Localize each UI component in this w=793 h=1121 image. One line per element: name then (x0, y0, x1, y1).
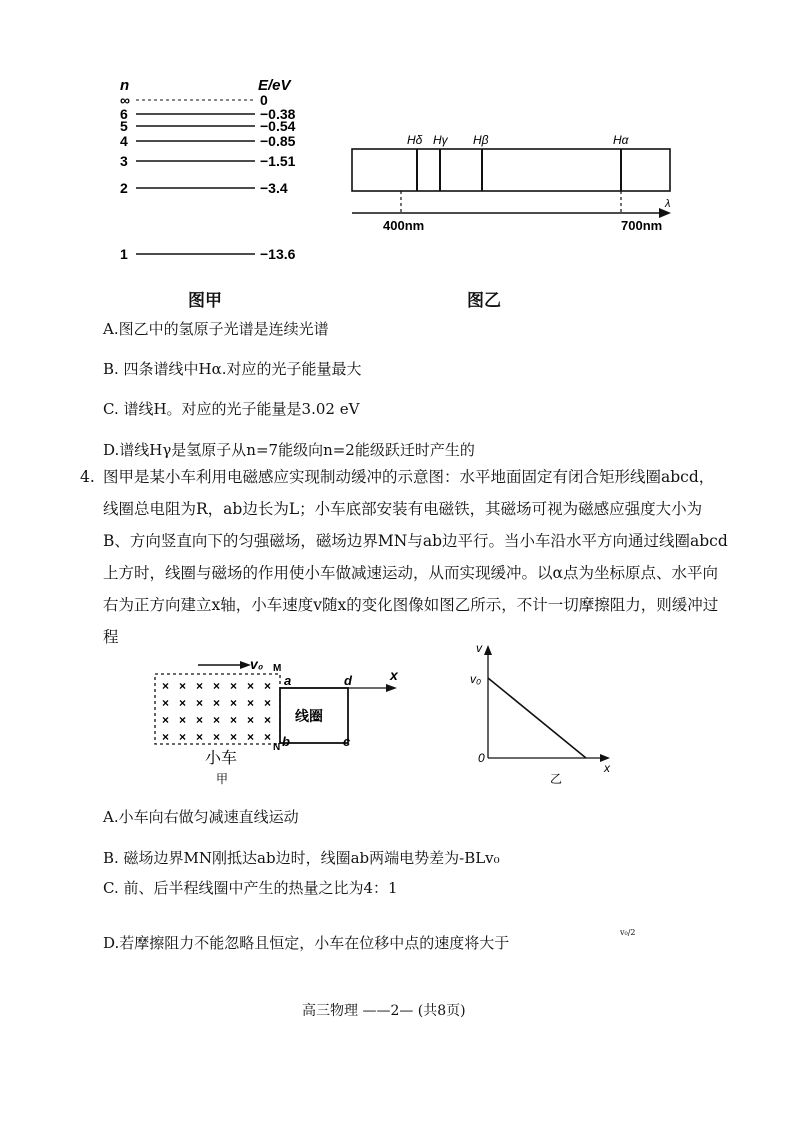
field-cross-icon: × (264, 730, 272, 744)
magnetic-field-crosses (162, 679, 271, 744)
field-cross-icon: × (213, 713, 221, 727)
v-axis-label: v (476, 641, 482, 655)
field-cross-icon: × (213, 679, 221, 693)
label-h-delta: Hδ (407, 133, 423, 147)
field-cross-icon: × (162, 713, 170, 727)
spectrum-box (352, 149, 670, 191)
field-cross-icon: × (162, 679, 170, 693)
field-cross-icon: × (230, 696, 238, 710)
v0-tick-label: v₀ (470, 672, 482, 686)
field-cross-icon: × (264, 713, 272, 727)
field-cross-icon: × (196, 696, 204, 710)
v-x-graph (468, 638, 618, 788)
v-x-line (488, 678, 586, 758)
field-cross-icon: × (179, 696, 187, 710)
figure-d-caption: 乙 (550, 772, 563, 786)
car-label: 小车 (205, 750, 238, 767)
figure-c-caption: 甲 (216, 772, 229, 786)
field-cross-icon: × (247, 713, 255, 727)
field-cross-icon: × (247, 679, 255, 693)
field-cross-icon: × (264, 679, 272, 693)
e-axis-label: E/eV (258, 77, 291, 94)
level-e-label: −0.54 (260, 118, 296, 134)
q3-option-d: D.谱线Hγ是氢原子从n=7能级向n=2能级跃迁时产生的 (103, 441, 475, 459)
field-cross-icon: × (247, 730, 255, 744)
spectrum-diagram (345, 125, 685, 240)
q4-stem: 图甲是某小车利用电磁感应实现制动缓冲的示意图：水平地面固定有闭合矩形线圈abcd，线圈总电阻为R，ab边长为L；小车底部安装有电磁铁，其磁场可视为磁感应强度大小为B、方向竖直向下的匀强磁场，磁场边界MN与ab边平行。当小车沿水平方向通过线圈abcd上方时，线圈与磁场的作用使小车做减速运动，从而实现缓冲。以α点为坐标原点、水平向右为正方向建立x轴，小车速度v随x的变化图像如图乙所示，不计一切摩擦阻力，则缓冲过程 (103, 468, 728, 646)
level-e-label: −0.85 (260, 133, 296, 149)
field-cross-icon: × (247, 696, 255, 710)
field-cross-icon: × (179, 679, 187, 693)
field-cross-icon: × (230, 730, 238, 744)
label-h-alpha: Hα (613, 133, 629, 147)
v0-label: v₀ (250, 656, 264, 672)
level-e-label: 0 (260, 92, 268, 108)
field-cross-icon: × (213, 730, 221, 744)
level-n-label: 6 (120, 106, 128, 122)
level-n-label: 4 (120, 133, 128, 149)
field-cross-icon: × (213, 696, 221, 710)
level-n-label: 2 (120, 180, 128, 196)
q4-option-b: B. 磁场边界MN刚抵达ab边时，线圈ab两端电势差为-BLv₀ (103, 849, 500, 867)
level-n-label: 3 (120, 153, 128, 169)
level-n-label: ∞ (120, 92, 130, 108)
q3-option-c: C. 谱线H。对应的光子能量是3.02 eV (103, 400, 360, 418)
field-cross-icon: × (196, 713, 204, 727)
x-axis-arrow-icon (386, 684, 397, 692)
n-label: N (273, 742, 281, 753)
q4-option-c: C. 前、后半程线圈中产生的热量之比为4：1 (103, 879, 398, 897)
page-footer: 高三物理 ——2— (共8页) (302, 1003, 466, 1019)
field-cross-icon: × (264, 696, 272, 710)
energy-level-diagram (110, 70, 330, 280)
level-e-label: −13.6 (260, 246, 296, 262)
energy-levels (120, 92, 296, 262)
q4-number: 4. (80, 468, 95, 486)
v-axis-arrow-icon (484, 645, 492, 655)
x-label: x (390, 667, 398, 683)
tick-400-label: 400nm (383, 218, 425, 233)
q4-option-d-fraction: v₀/2 (620, 928, 636, 937)
origin-label: 0 (478, 751, 485, 765)
field-cross-icon: × (162, 696, 170, 710)
level-e-label: −1.51 (260, 153, 296, 169)
lambda-label: λ (665, 198, 671, 210)
level-e-label: −3.4 (260, 180, 288, 196)
figure-b-caption: 图乙 (467, 291, 501, 311)
field-cross-icon: × (162, 730, 170, 744)
car-coil-diagram (150, 655, 420, 790)
field-cross-icon: × (179, 713, 187, 727)
field-cross-icon: × (196, 730, 204, 744)
c-label: c (343, 734, 351, 749)
q3-option-a: A.图乙中的氢原子光谱是连续光谱 (103, 320, 329, 338)
q4-option-d: D.若摩擦阻力不能忽略且恒定，小车在位移中点的速度将大于 (103, 934, 510, 952)
level-n-label: 1 (120, 246, 128, 262)
field-cross-icon: × (230, 679, 238, 693)
coil-label: 线圈 (295, 708, 323, 724)
level-n-label: 5 (120, 118, 128, 134)
label-h-gamma: Hγ (433, 133, 448, 147)
a-label: a (284, 673, 292, 688)
x-axis-label: x (604, 761, 610, 775)
q4-option-a: A.小车向右做匀减速直线运动 (103, 808, 299, 826)
level-e-label: −0.38 (260, 106, 296, 122)
n-axis-label: n (120, 77, 130, 94)
field-cross-icon: × (179, 730, 187, 744)
field-cross-icon: × (196, 679, 204, 693)
label-h-beta: Hβ (473, 133, 489, 147)
m-label: M (273, 663, 282, 674)
b-label: b (282, 734, 290, 749)
tick-700-label: 700nm (621, 218, 663, 233)
q3-option-b: B. 四条谱线中Hα.对应的光子能量最大 (103, 360, 362, 378)
d-label: d (344, 673, 352, 688)
figure-a-caption: 图甲 (188, 291, 222, 311)
field-cross-icon: × (230, 713, 238, 727)
